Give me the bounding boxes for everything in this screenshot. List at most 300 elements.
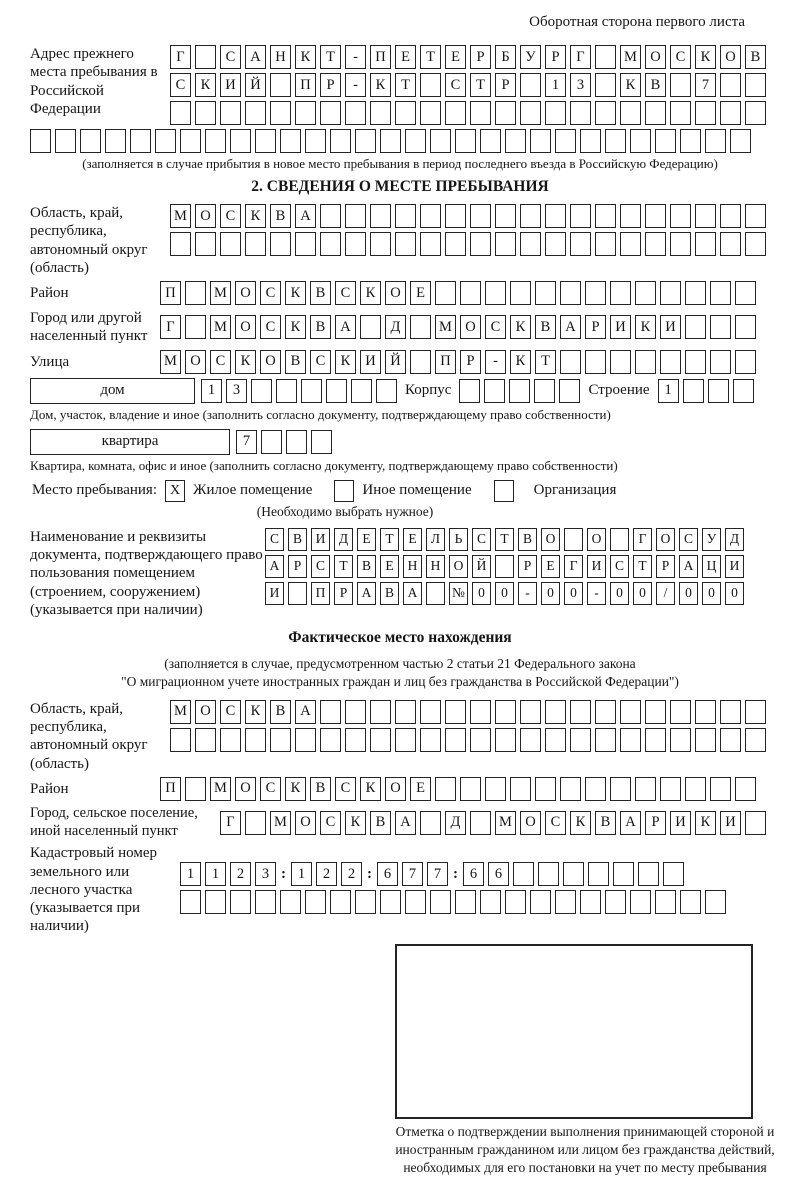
char-box [585,350,606,374]
char-box: 1 [658,379,679,403]
char-box [695,700,716,724]
char-box [745,232,766,256]
char-box [286,430,307,454]
char-box: М [495,811,516,835]
char-box [645,101,666,125]
char-box [720,204,741,228]
char-box [420,728,441,752]
char-box: К [335,350,356,374]
char-box [610,350,631,374]
char-box: Т [420,45,441,69]
char-box: Т [535,350,556,374]
char-box: К [620,73,641,97]
char-box: 1 [291,862,312,886]
char-box [710,315,731,339]
char-box: Р [545,45,566,69]
char-box [330,129,351,153]
char-box: Н [426,555,445,578]
char-box: О [260,350,281,374]
char-box [320,232,341,256]
char-box [430,890,451,914]
char-box [510,777,531,801]
char-box: А [620,811,641,835]
char-box [345,204,366,228]
page-header-note: Оборотная сторона первого листа [529,14,745,30]
char-box: О [587,528,606,551]
char-box [733,379,754,403]
char-box [445,101,466,125]
char-box [261,430,282,454]
char-box: В [595,811,616,835]
prev-address-label: Адрес прежнего места пребывания в Российской Федерации [30,46,158,117]
char-box: Т [320,45,341,69]
char-box: Д [725,528,744,551]
region-block [30,204,770,277]
residential-checkbox: X [165,480,185,502]
document-rows [265,528,744,605]
char-box: С [610,555,629,578]
char-box: Г [220,811,241,835]
char-box: Е [395,45,416,69]
char-box: В [310,281,331,305]
char-box [585,777,606,801]
char-box: Д [334,528,353,551]
char-box [459,379,480,403]
prev-address-caption: (заполняется в случае прибытия в новое место пребывания в период последнего въезда в Российскую Федерацию) [82,156,718,171]
char-box [555,890,576,914]
district-cells-row [160,281,756,305]
char-box [195,45,216,69]
char-box [270,101,291,125]
actual-region-row-1 [170,700,766,724]
char-box [588,862,609,886]
char-box [205,890,226,914]
char-box: С [220,204,241,228]
house-caption: Дом, участок, владение и иное (заполнить согласно документу, подтверждающему право собственности) [30,406,611,422]
korpus-cells-row [459,379,580,403]
char-box: Е [380,555,399,578]
korpus-label: Корпус [405,382,452,399]
house-cells-row [201,379,397,403]
char-box: 3 [570,73,591,97]
char-box [445,728,466,752]
char-box [645,700,666,724]
char-box: И [610,315,631,339]
char-box [620,204,641,228]
char-box [520,232,541,256]
char-box [495,232,516,256]
char-box: Л [426,528,445,551]
char-box: 3 [255,862,276,886]
char-box: К [695,45,716,69]
char-box: К [370,73,391,97]
char-box [380,890,401,914]
char-box [670,73,691,97]
char-box: 1 [545,73,566,97]
char-box: В [310,315,331,339]
char-box: Е [410,777,431,801]
char-box [520,728,541,752]
char-box [495,555,514,578]
stay-type-hint: (Необходимо выбрать нужное) [256,503,434,519]
char-box [545,728,566,752]
char-box [613,862,634,886]
char-box: Г [160,315,181,339]
char-box [513,862,534,886]
char-box: Р [518,555,537,578]
char-box [630,890,651,914]
char-box [545,101,566,125]
char-box [255,890,276,914]
char-box: К [245,700,266,724]
char-box: - [345,73,366,97]
colon-separator: : [281,865,286,882]
char-box: О [385,777,406,801]
char-box: С [210,350,231,374]
char-box: К [285,777,306,801]
char-box [345,232,366,256]
char-box: Т [334,555,353,578]
char-box [460,777,481,801]
char-box [555,129,576,153]
char-box: О [235,777,256,801]
char-box: 7 [402,862,423,886]
cadastral-label: Кадастровый номер земельного или лесного участка (указывается при наличии) [30,845,157,935]
colon-separator: : [453,865,458,882]
section2-title: 2. СВЕДЕНИЯ О МЕСТЕ ПРЕБЫВАНИЯ [251,178,549,195]
char-box: У [702,528,721,551]
char-box: Г [564,555,583,578]
char-box: В [745,45,766,69]
char-box: А [295,700,316,724]
char-box [645,728,666,752]
char-box [170,232,191,256]
char-box: С [472,528,491,551]
char-box [605,890,626,914]
actual-city-field [30,805,770,840]
char-box [538,862,559,886]
char-box [355,129,376,153]
char-box [220,728,241,752]
prev-address-row-1 [170,45,766,69]
char-box [326,379,347,403]
char-box: - [345,45,366,69]
char-box: С [545,811,566,835]
char-box: С [445,73,466,97]
char-box [470,811,491,835]
document-block [30,528,770,619]
char-box: Р [645,811,666,835]
prev-address-row-2 [170,73,766,97]
char-box [220,101,241,125]
char-box [645,204,666,228]
char-box: 3 [226,379,247,403]
char-box [470,700,491,724]
apartment-label-box: квартира [30,429,230,455]
char-box [270,73,291,97]
char-box [534,379,555,403]
char-box: В [288,528,307,551]
char-box: Т [633,555,652,578]
char-box: 6 [377,862,398,886]
char-box: М [210,281,231,305]
char-box: О [520,811,541,835]
actual-location-subtitle-1: (заполняется в случае, предусмотренном частью 2 статьи 21 Федерального закона [164,656,636,672]
char-box [420,204,441,228]
char-box [245,728,266,752]
char-box: С [220,45,241,69]
organization-option-label: Организация [533,482,617,499]
residential-option-label: Жилое помещение [193,482,313,499]
char-box [320,728,341,752]
char-box [245,232,266,256]
char-box [660,281,681,305]
apartment-row [30,429,770,455]
char-box: А [357,582,376,605]
char-box: 0 [679,582,698,605]
char-box [670,101,691,125]
char-box [495,728,516,752]
char-box [595,73,616,97]
char-box: В [370,811,391,835]
char-box [670,232,691,256]
char-box [520,204,541,228]
char-box [685,315,706,339]
char-box [505,890,526,914]
char-box: О [295,811,316,835]
actual-region-label: Область, край, республика, автономный округ (область) [30,700,148,772]
char-box: К [295,45,316,69]
char-box: 0 [472,582,491,605]
char-box [251,379,272,403]
char-box [180,129,201,153]
char-box: А [679,555,698,578]
char-box [170,728,191,752]
char-box [370,101,391,125]
char-box [470,204,491,228]
char-box [680,129,701,153]
char-box [395,728,416,752]
char-box [355,890,376,914]
char-box [295,101,316,125]
char-box [705,890,726,914]
char-box: И [311,528,330,551]
char-box [735,281,756,305]
char-box [311,430,332,454]
char-box: М [170,204,191,228]
char-box [205,129,226,153]
char-box: Т [395,73,416,97]
char-box: 0 [702,582,721,605]
char-box [230,890,251,914]
char-box: - [587,582,606,605]
char-box: Е [403,528,422,551]
char-box [735,777,756,801]
char-box [220,232,241,256]
char-box [370,232,391,256]
char-box: О [541,528,560,551]
char-box: О [385,281,406,305]
char-box: И [587,555,606,578]
char-box [435,777,456,801]
char-box: В [285,350,306,374]
char-box [595,101,616,125]
char-box [80,129,101,153]
char-box [570,232,591,256]
char-box [720,700,741,724]
actual-region-row-2 [170,728,766,752]
char-box: Р [460,350,481,374]
actual-location-title: Фактическое место нахождения [288,629,512,647]
char-box [30,129,51,153]
char-box: 6 [488,862,509,886]
char-box [280,129,301,153]
char-box: М [170,700,191,724]
char-box [370,700,391,724]
char-box [610,528,629,551]
char-box: С [260,777,281,801]
char-box [620,700,641,724]
char-box [420,811,441,835]
char-box: Т [380,528,399,551]
street-label: Улица [30,353,70,370]
char-box: К [360,777,381,801]
char-box [495,700,516,724]
char-box: К [285,281,306,305]
char-box [610,281,631,305]
char-box: Н [403,555,422,578]
char-box [585,281,606,305]
char-box: 0 [541,582,560,605]
prev-address-row-4 [30,129,770,153]
char-box: И [265,582,284,605]
char-box [360,315,381,339]
char-box: К [195,73,216,97]
char-box [695,728,716,752]
char-box [595,728,616,752]
char-box: И [725,555,744,578]
char-box [695,204,716,228]
char-box: М [210,315,231,339]
char-box: К [570,811,591,835]
char-box [155,129,176,153]
char-box [245,101,266,125]
char-box: 0 [564,582,583,605]
char-box [745,204,766,228]
prev-address-rows [170,45,766,125]
char-box [276,379,297,403]
char-box: О [449,555,468,578]
other-premises-option-label: Иное помещение [362,482,472,499]
char-box: П [435,350,456,374]
char-box: К [285,315,306,339]
char-box [305,129,326,153]
char-box [470,101,491,125]
actual-region-block [30,700,770,773]
char-box [720,728,741,752]
char-box [710,350,731,374]
char-box [635,777,656,801]
char-box [535,281,556,305]
char-box: - [518,582,537,605]
char-box: К [245,204,266,228]
char-box [745,811,766,835]
char-box [345,728,366,752]
char-box: Й [245,73,266,97]
region-row-1 [170,204,766,228]
cadastral-row-2 [180,890,726,914]
char-box: К [695,811,716,835]
document-row-1 [265,528,744,551]
char-box [670,204,691,228]
char-box: А [265,555,284,578]
char-box [130,129,151,153]
char-box [484,379,505,403]
char-box [270,728,291,752]
apartment-caption: Квартира, комната, офис и иное (заполнить согласно документу, подтверждающему право собственности) [30,457,618,473]
char-box [630,129,651,153]
char-box [345,101,366,125]
char-box: У [520,45,541,69]
char-box [610,777,631,801]
char-box: А [395,811,416,835]
char-box [320,204,341,228]
char-box: Н [270,45,291,69]
char-box [745,728,766,752]
char-box: М [435,315,456,339]
stroenie-label: Строение [588,382,650,399]
char-box [680,890,701,914]
char-box: О [195,204,216,228]
char-box [559,379,580,403]
cadastral-rows [180,844,726,914]
char-box [245,811,266,835]
char-box [380,129,401,153]
char-box [570,700,591,724]
char-box: Р [495,73,516,97]
char-box: С [311,555,330,578]
char-box: А [295,204,316,228]
char-box: К [510,350,531,374]
char-box: О [185,350,206,374]
char-box: Й [385,350,406,374]
char-box: 0 [725,582,744,605]
char-box: М [270,811,291,835]
char-box: С [335,777,356,801]
char-box: И [660,315,681,339]
char-box: П [295,73,316,97]
char-box: В [357,555,376,578]
char-box: Р [320,73,341,97]
char-box [420,232,441,256]
char-box: Т [470,73,491,97]
char-box [376,379,397,403]
char-box: О [195,700,216,724]
char-box [735,315,756,339]
char-box: В [518,528,537,551]
char-box [735,350,756,374]
char-box [545,204,566,228]
prev-address-block [30,45,770,125]
char-box: С [265,528,284,551]
char-box [255,129,276,153]
char-box: К [635,315,656,339]
char-box [420,101,441,125]
char-box [660,777,681,801]
char-box: Т [495,528,514,551]
document-row-2 [265,555,744,578]
char-box: В [535,315,556,339]
